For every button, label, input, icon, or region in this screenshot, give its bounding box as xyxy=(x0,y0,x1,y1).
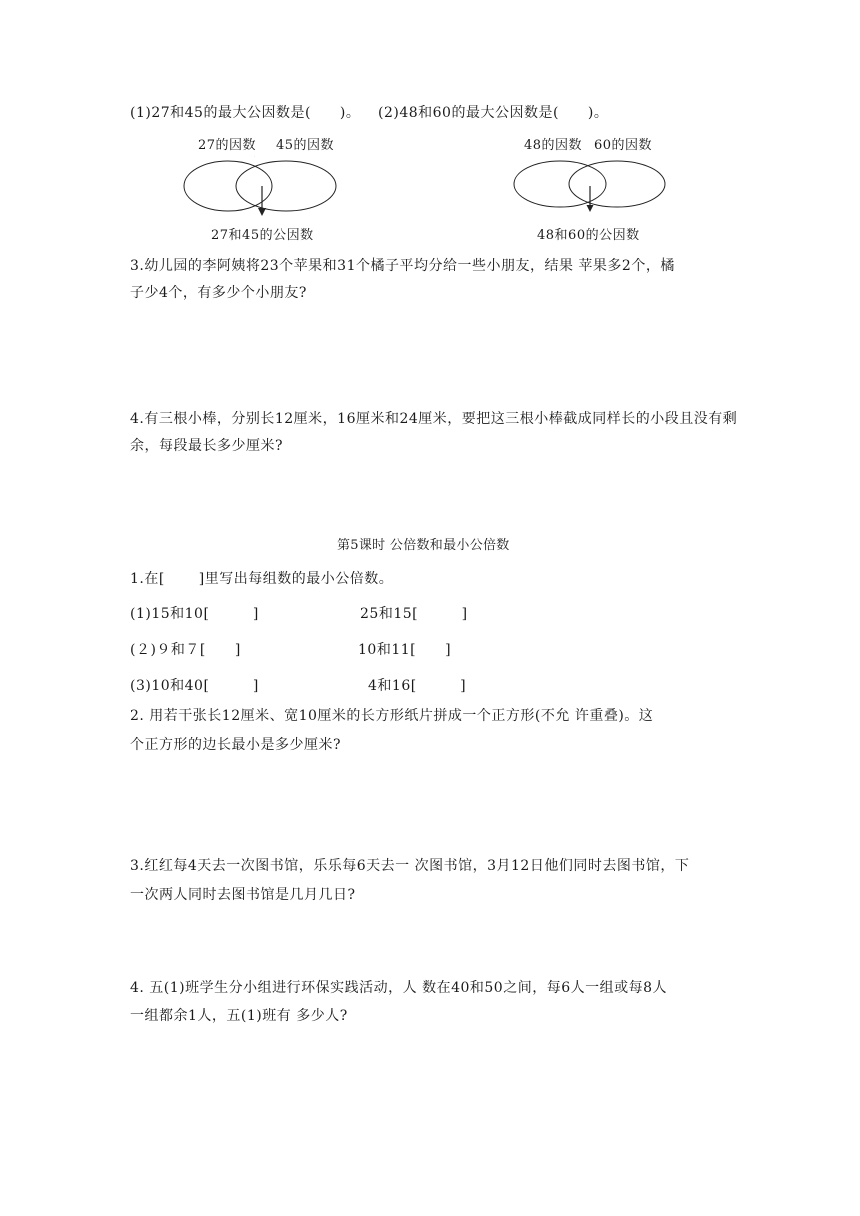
venn-left-common-label: 27和45的公因数 xyxy=(211,228,314,243)
venn-right-common-label: 48和60的公因数 xyxy=(537,228,640,243)
venn-diagram-right xyxy=(510,156,675,222)
lcm-q4-line1: 4. 五(1)班学生分小组进行环保实践活动，人 数在40和50之间，每6人一组或每8人 xyxy=(130,980,668,996)
lcm-row-3-right: 4和16[ ] xyxy=(368,678,467,694)
lcm-q3-line1: 3.红红每4天去一次图书馆，乐乐每6天去一 次图书馆，3月12日他们同时去图书馆，下 xyxy=(130,858,690,874)
venn-left-label-b: 45的因数 xyxy=(276,138,335,153)
lcm-row-2-right: 10和11[ ] xyxy=(358,642,452,658)
lesson-title: 第5课时 公倍数和最小公倍数 xyxy=(337,538,510,553)
lcm-row-3-left: (3)10和40[ ] xyxy=(130,678,259,694)
venn-right-label-a: 48的因数 xyxy=(524,138,583,153)
svg-text:': ' xyxy=(254,156,256,159)
venn-right-label-b: 60的因数 xyxy=(594,138,653,153)
lcm-q4-line2: 一组都余1人，五(1)班有 多少人? xyxy=(130,1008,348,1024)
q4-line1: 4.有三根小棒，分别长12厘米，16厘米和24厘米，要把这三根小棒截成同样长的小段且没有剩 xyxy=(130,411,738,427)
lcm-q3-line2: 一次两人同时去图书馆是几月几日? xyxy=(130,887,356,903)
lcm-q2-line1: 2. 用若干张长12厘米、宽10厘米的长方形纸片拼成一个正方形(不允 许重叠)。这 xyxy=(130,708,654,724)
venn-left-label-a: 27的因数 xyxy=(198,138,257,153)
lcm-row-1-right: 25和15[ ] xyxy=(360,606,468,622)
q3-line2: 子少4个，有多少个小朋友? xyxy=(130,285,307,301)
lcm-row-2-left: (２)９和７[ ] xyxy=(130,642,241,658)
q4-line2: 余，每段最长多少厘米? xyxy=(130,438,284,454)
question-gcd-48-60: (2)48和60的最大公因数是( )。 xyxy=(378,105,609,121)
lcm-row-1-left: (1)15和10[ ] xyxy=(130,606,259,622)
venn-diagram-left xyxy=(180,156,345,222)
q3-line1: 3.幼儿园的李阿姨将23个苹果和31个橘子平均分给一些小朋友，结果 苹果多2个，橘 xyxy=(130,258,675,274)
lcm-q2-line2: 个正方形的边长最小是多少厘米? xyxy=(130,737,342,753)
question-gcd-27-45: (1)27和45的最大公因数是( )。 xyxy=(130,105,361,121)
lcm-q1-intro: 1.在[ ]里写出每组数的最小公倍数。 xyxy=(130,571,394,587)
